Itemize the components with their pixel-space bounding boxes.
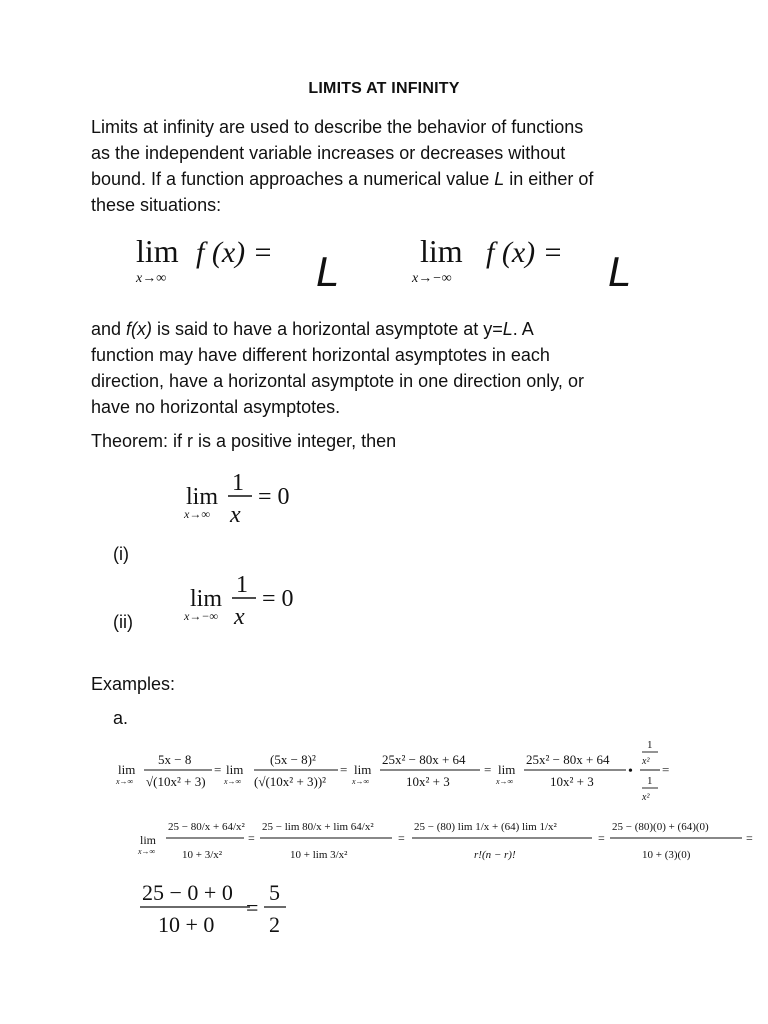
svg-text:=: = xyxy=(340,762,348,777)
theorem-label-i: (i) xyxy=(113,544,129,564)
page-title: LIMITS AT INFINITY xyxy=(308,80,460,97)
svg-text:lim: lim xyxy=(354,762,372,777)
svg-text:x→∞: x→∞ xyxy=(138,847,156,856)
theorem-formula-i xyxy=(182,466,332,530)
intro-line-1: Limits at infinity are used to describe the behavior of functions xyxy=(91,117,584,137)
example-a-result xyxy=(136,876,306,942)
asymptote-line-4: have no horizontal asymptotes. xyxy=(91,397,341,417)
ex-unit-fraction xyxy=(640,739,669,803)
limit-definitions xyxy=(130,228,650,300)
svg-text:25 − (80)(0) + (64)(0): 25 − (80)(0) + (64)(0) xyxy=(612,821,709,833)
svg-text:x→∞: x→∞ xyxy=(496,777,514,786)
svg-text:(√(10x² + 3))²: (√(10x² + 3))² xyxy=(254,774,327,789)
svg-text:25x² − 80x + 64: 25x² − 80x + 64 xyxy=(526,752,610,767)
asymptote-line-3: direction, have a horizontal asymptote in one direction only, or xyxy=(91,371,584,391)
svg-text:r!(n − r)!: r!(n − r)! xyxy=(474,849,516,861)
svg-text:10 + 0: 10 + 0 xyxy=(158,912,215,937)
svg-text:x→−∞: x→−∞ xyxy=(412,271,452,286)
svg-text:2: 2 xyxy=(269,912,280,937)
svg-text:f (x) =: f (x) = xyxy=(486,236,563,269)
ex-term-2 xyxy=(223,752,347,789)
svg-text:25x² − 80x + 64: 25x² − 80x + 64 xyxy=(382,752,466,767)
svg-text:1: 1 xyxy=(232,470,244,496)
svg-text:(5x − 8)²: (5x − 8)² xyxy=(270,752,316,767)
svg-text:=: = xyxy=(746,831,753,845)
ex2-term-1 xyxy=(137,821,255,861)
svg-text:lim: lim xyxy=(226,762,244,777)
svg-text:5: 5 xyxy=(269,880,280,905)
svg-text:lim: lim xyxy=(186,484,219,510)
svg-text:=: = xyxy=(484,762,492,777)
svg-text:lim: lim xyxy=(118,762,136,777)
asymptote-line-1: and f(x) is said to have a horizontal asymptote at y=L. A xyxy=(91,319,534,339)
ex-term-3 xyxy=(351,752,491,789)
svg-text:L: L xyxy=(608,248,632,295)
example-a-label: a. xyxy=(113,708,129,728)
svg-text:5x − 8: 5x − 8 xyxy=(158,752,192,767)
svg-text:lim: lim xyxy=(140,833,157,847)
example-a-row-2 xyxy=(136,806,760,872)
svg-text:lim: lim xyxy=(136,233,179,269)
theorem-label-ii: (ii) xyxy=(113,612,133,632)
svg-text:1: 1 xyxy=(647,739,653,751)
intro-line-3: bound. If a function approaches a numerical value L in either of xyxy=(91,169,594,189)
svg-text:lim: lim xyxy=(420,233,463,269)
intro-line-2: as the independent variable increases or decreases without xyxy=(91,143,566,163)
svg-text:10 + 3/x²: 10 + 3/x² xyxy=(182,849,223,861)
svg-text:x²: x² xyxy=(642,756,650,767)
svg-text:x→∞: x→∞ xyxy=(184,507,210,521)
svg-text:10 + lim 3/x²: 10 + lim 3/x² xyxy=(290,849,348,861)
theorem-formula-ii xyxy=(182,568,332,632)
svg-text:x²: x² xyxy=(642,792,650,803)
svg-text:lim: lim xyxy=(190,586,223,612)
asymptote-line-2: function may have different horizontal asymptotes in each xyxy=(91,345,550,365)
svg-text:•: • xyxy=(628,764,633,779)
ex-term-1 xyxy=(115,752,221,789)
svg-text:=: = xyxy=(398,831,405,845)
svg-text:= 0: = 0 xyxy=(262,586,294,612)
svg-text:=: = xyxy=(214,762,222,777)
svg-text:= 0: = 0 xyxy=(258,484,290,510)
svg-text:x→−∞: x→−∞ xyxy=(184,609,218,623)
svg-text:x→∞: x→∞ xyxy=(352,777,370,786)
svg-text:25 − (80) lim 1/x + (64) lim 1: 25 − (80) lim 1/x + (64) lim 1/x² xyxy=(414,821,557,833)
ex2-term-4 xyxy=(610,821,753,861)
svg-text:√(10x² + 3): √(10x² + 3) xyxy=(146,774,206,789)
ex2-term-3 xyxy=(412,821,605,861)
example-a-row-1 xyxy=(114,734,674,806)
svg-text:25 − 80/x + 64/x²: 25 − 80/x + 64/x² xyxy=(168,821,245,833)
svg-text:f (x) =: f (x) = xyxy=(196,236,273,269)
svg-text:x: x xyxy=(230,502,241,528)
svg-text:L: L xyxy=(316,248,340,295)
svg-text:1: 1 xyxy=(647,775,653,787)
svg-text:25 − 0 + 0: 25 − 0 + 0 xyxy=(142,880,233,905)
svg-text:x: x xyxy=(234,604,245,630)
svg-text:10x² + 3: 10x² + 3 xyxy=(550,774,594,789)
intro-paragraph xyxy=(91,114,691,218)
svg-text:10x² + 3: 10x² + 3 xyxy=(406,774,450,789)
svg-text:25 − lim 80/x + lim 64/x²: 25 − lim 80/x + lim 64/x² xyxy=(262,821,374,833)
svg-text:lim: lim xyxy=(498,762,516,777)
limit-neg-infinity xyxy=(411,233,631,295)
theorem-statement: Theorem: if r is a positive integer, then xyxy=(91,431,397,451)
svg-text:=: = xyxy=(598,831,605,845)
asymptote-paragraph xyxy=(91,316,691,420)
svg-text:10 + (3)(0): 10 + (3)(0) xyxy=(642,849,691,861)
svg-text:x→∞: x→∞ xyxy=(136,271,167,286)
examples-heading: Examples: xyxy=(91,674,176,694)
svg-text:x→∞: x→∞ xyxy=(224,777,242,786)
svg-text:=: = xyxy=(246,895,259,920)
ex-term-4 xyxy=(495,752,633,789)
svg-text:=: = xyxy=(662,762,670,777)
ex2-term-2 xyxy=(260,821,405,861)
svg-text:=: = xyxy=(248,831,255,845)
svg-text:x→∞: x→∞ xyxy=(116,777,134,786)
limit-pos-infinity xyxy=(135,233,339,295)
svg-text:1: 1 xyxy=(236,572,248,598)
intro-line-4: these situations: xyxy=(91,195,222,215)
